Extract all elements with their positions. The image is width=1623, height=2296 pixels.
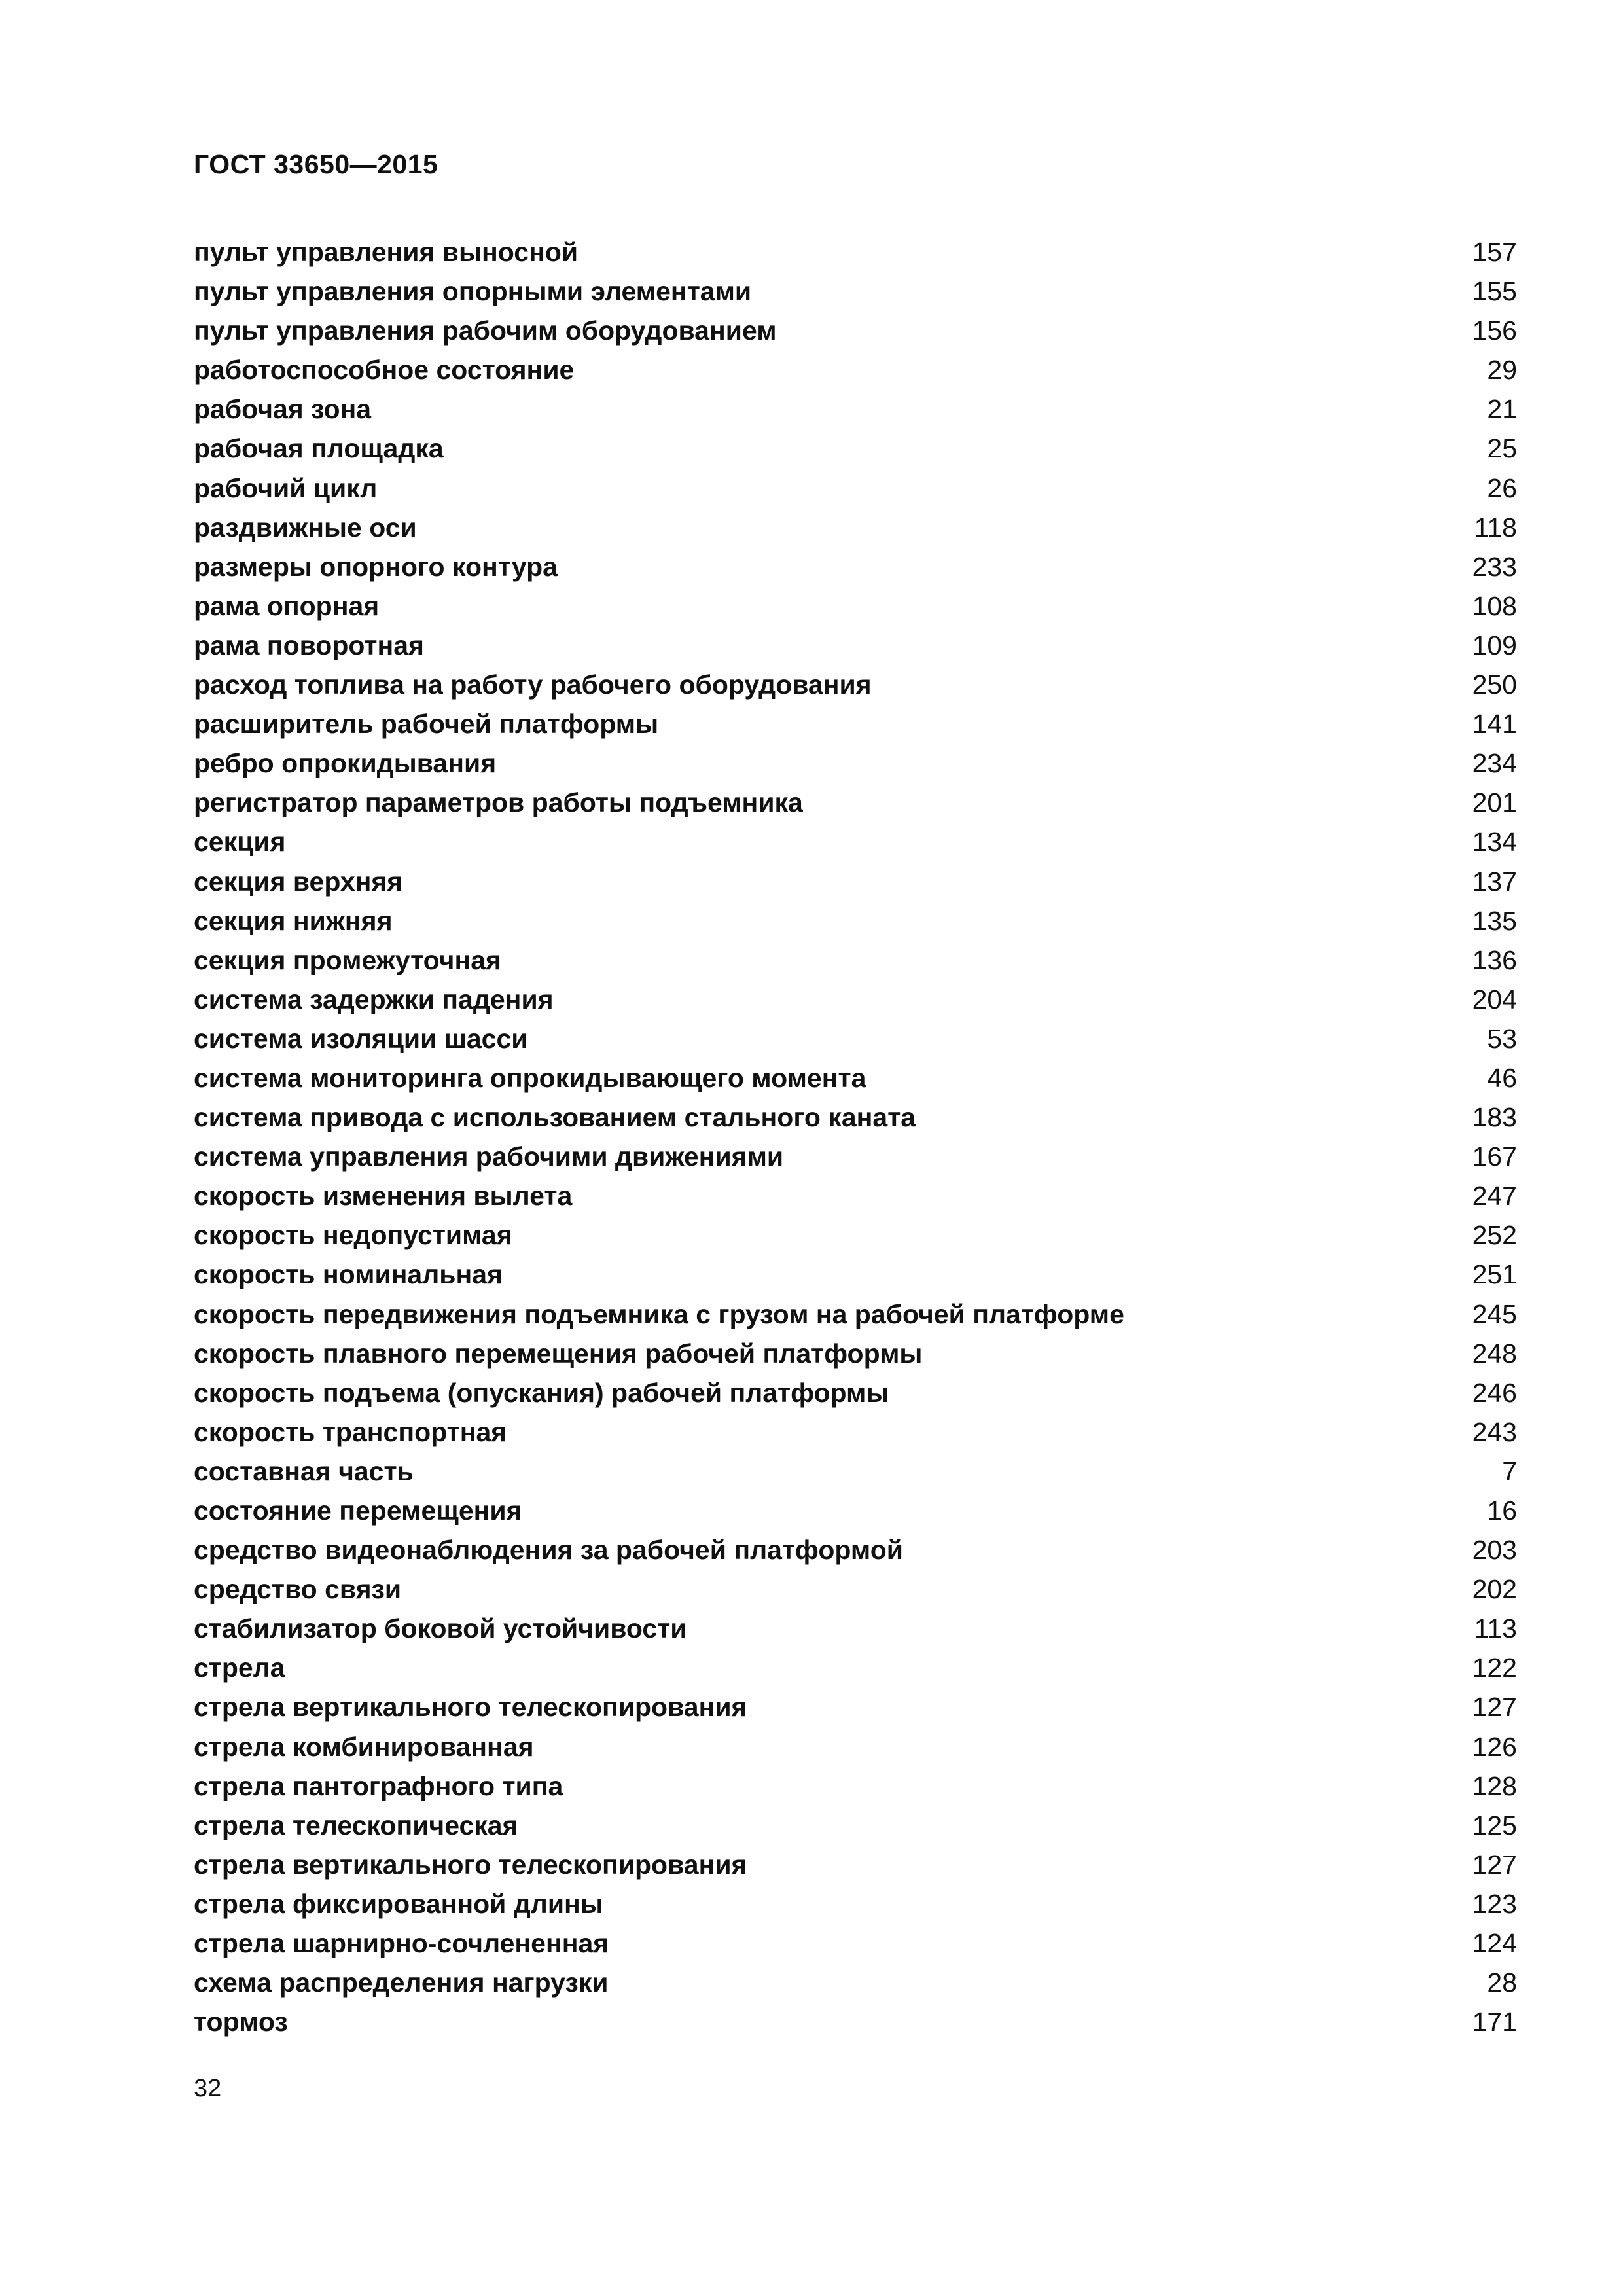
index-page-ref: 167 [1472,1141,1517,1172]
index-term: скорость изменения вылета [194,1181,573,1211]
index-page-ref: 122 [1472,1653,1517,1683]
index-page-ref: 252 [1472,1220,1517,1251]
index-entry [194,1609,1517,1648]
index-page-ref: 21 [1487,394,1517,425]
index-entry [194,665,1517,704]
index-page-ref: 29 [1487,355,1517,386]
index-page-ref: 171 [1472,2007,1517,2037]
index-page-ref: 245 [1472,1299,1517,1329]
index-term: стрела телескопическая [194,1810,518,1840]
index-entry [194,232,1517,272]
index-term: секция нижняя [194,905,393,936]
index-entry [194,1963,1517,2002]
index-entry [194,1412,1517,1452]
index-term: скорость транспортная [194,1416,507,1447]
index-term: расширитель рабочей платформы [194,709,659,740]
index-term: секция промежуточная [194,944,501,975]
index-term: раздвижные оси [194,512,417,543]
index-entry [194,1530,1517,1570]
index-entry [194,350,1517,389]
index-entry [194,1648,1517,1687]
index-entry [194,901,1517,941]
index-page-ref: 125 [1472,1810,1517,1840]
index-term: стрела шарнирно-сочлененная [194,1928,609,1959]
index-term: состояние перемещения [194,1496,522,1526]
index-page-ref: 233 [1472,551,1517,582]
index-page-ref: 202 [1472,1574,1517,1605]
page-number: 32 [194,2075,222,2102]
index-page-ref: 127 [1472,1849,1517,1880]
index-term: секция [194,827,286,857]
index-page-ref: 157 [1472,237,1517,267]
index-entry [194,1058,1517,1098]
index-term: стрела пантографного типа [194,1770,563,1801]
document-header: ГОСТ 33650—2015 [194,149,438,179]
index-term: пульт управления рабочим оборудованием [194,315,777,346]
index-entry [194,626,1517,665]
index-entry [194,980,1517,1019]
index-entry [194,1334,1517,1373]
index-page-ref: 126 [1472,1731,1517,1762]
index-term: средство видеонаблюдения за рабочей платформой [194,1535,903,1566]
index-page-ref: 127 [1472,1692,1517,1723]
index-page-ref: 141 [1472,709,1517,740]
index-term: ребро опрокидывания [194,748,497,779]
index-term: размеры опорного контура [194,551,558,582]
index-page-ref: 246 [1472,1377,1517,1408]
index-page-ref: 46 [1487,1062,1517,1093]
index-term: стрела [194,1653,285,1683]
index-entry [194,1452,1517,1491]
index-entry [194,744,1517,783]
index-entry [194,1806,1517,1845]
index-entry [194,1137,1517,1176]
index-entry [194,1176,1517,1215]
index-page-ref: 248 [1472,1338,1517,1369]
index-page-ref: 16 [1487,1496,1517,1526]
index-entry [194,311,1517,350]
index-term: стрела фиксированной длины [194,1888,603,1919]
index-page-ref: 234 [1472,748,1517,779]
index-term: скорость недопустимая [194,1220,512,1251]
index-page-ref: 7 [1502,1456,1517,1486]
index-entry [194,1845,1517,1884]
index-entry [194,1373,1517,1412]
index-term: система мониторинга опрокидывающего момента [194,1062,866,1093]
index-entry [194,1295,1517,1334]
index-page-ref: 135 [1472,905,1517,936]
index-page-ref: 155 [1472,276,1517,307]
index-page-ref: 203 [1472,1535,1517,1566]
index-page-ref: 134 [1472,827,1517,857]
index-term: стрела комбинированная [194,1731,534,1762]
index-page-ref: 123 [1472,1888,1517,1919]
index-page-ref: 136 [1472,944,1517,975]
index-entry [194,1687,1517,1727]
index-entry [194,469,1517,508]
index-term: регистратор параметров работы подъемника [194,787,803,818]
index-entry [194,1255,1517,1294]
index-entry [194,704,1517,744]
index-page-ref: 183 [1472,1102,1517,1133]
index-term: рабочая зона [194,394,372,425]
index-term: средство связи [194,1574,402,1605]
alphabetical-index [194,232,1517,2041]
index-entry [194,389,1517,429]
index-entry [194,586,1517,626]
index-term: работоспособное состояние [194,355,575,386]
index-term: скорость номинальная [194,1259,503,1290]
index-page-ref: 118 [1474,512,1517,543]
index-entry [194,2002,1517,2041]
index-entry [194,1924,1517,1963]
index-entry [194,272,1517,311]
index-term: скорость плавного перемещения рабочей платформы [194,1338,923,1369]
index-page-ref: 28 [1487,1967,1517,1998]
index-entry [194,547,1517,586]
index-term: рама поворотная [194,630,424,660]
index-page-ref: 247 [1472,1181,1517,1211]
index-page-ref: 124 [1472,1928,1517,1959]
index-entry [194,1570,1517,1609]
index-page-ref: 137 [1472,866,1517,897]
index-page-ref: 53 [1487,1023,1517,1054]
index-term: стабилизатор боковой устойчивости [194,1613,687,1644]
index-term: стрела вертикального телескопирования [194,1692,747,1723]
index-term: тормоз [194,2007,288,2037]
index-page-ref: 128 [1472,1770,1517,1801]
index-page-ref: 25 [1487,433,1517,464]
index-page-ref: 243 [1472,1416,1517,1447]
index-page-ref: 201 [1472,787,1517,818]
index-entry [194,1727,1517,1767]
index-page-ref: 204 [1472,984,1517,1014]
index-term: система изоляции шасси [194,1023,528,1054]
index-term: расход топлива на работу рабочего оборудования [194,670,872,700]
index-term: система управления рабочими движениями [194,1141,784,1172]
index-page-ref: 251 [1472,1259,1517,1290]
index-term: скорость передвижения подъемника с грузом на рабочей платформе [194,1299,1124,1329]
index-term: рабочий цикл [194,473,378,503]
index-entry [194,862,1517,901]
index-term: составная часть [194,1456,414,1486]
index-entry [194,822,1517,861]
index-term: система привода с использованием стального каната [194,1102,916,1133]
index-page-ref: 156 [1472,315,1517,346]
index-entry [194,429,1517,468]
index-term: стрела вертикального телескопирования [194,1849,747,1880]
index-entry [194,1019,1517,1058]
index-entry [194,941,1517,980]
index-term: скорость подъема (опускания) рабочей платформы [194,1377,889,1408]
index-page-ref: 250 [1472,670,1517,700]
index-page-ref: 26 [1487,473,1517,503]
index-entry [194,783,1517,822]
index-entry [194,1098,1517,1137]
index-term: секция верхняя [194,866,403,897]
index-term: рама опорная [194,590,380,621]
index-term: пульт управления опорными элементами [194,276,752,307]
index-term: рабочая площадка [194,433,444,464]
index-term: система задержки падения [194,984,554,1014]
index-entry [194,1767,1517,1806]
index-entry [194,1215,1517,1255]
index-entry [194,1884,1517,1924]
index-page-ref: 108 [1472,590,1517,621]
index-entry [194,508,1517,547]
index-term: пульт управления выносной [194,237,579,267]
index-page-ref: 113 [1474,1613,1517,1644]
index-entry [194,1491,1517,1530]
index-page-ref: 109 [1472,630,1517,660]
index-term: схема распределения нагрузки [194,1967,609,1998]
